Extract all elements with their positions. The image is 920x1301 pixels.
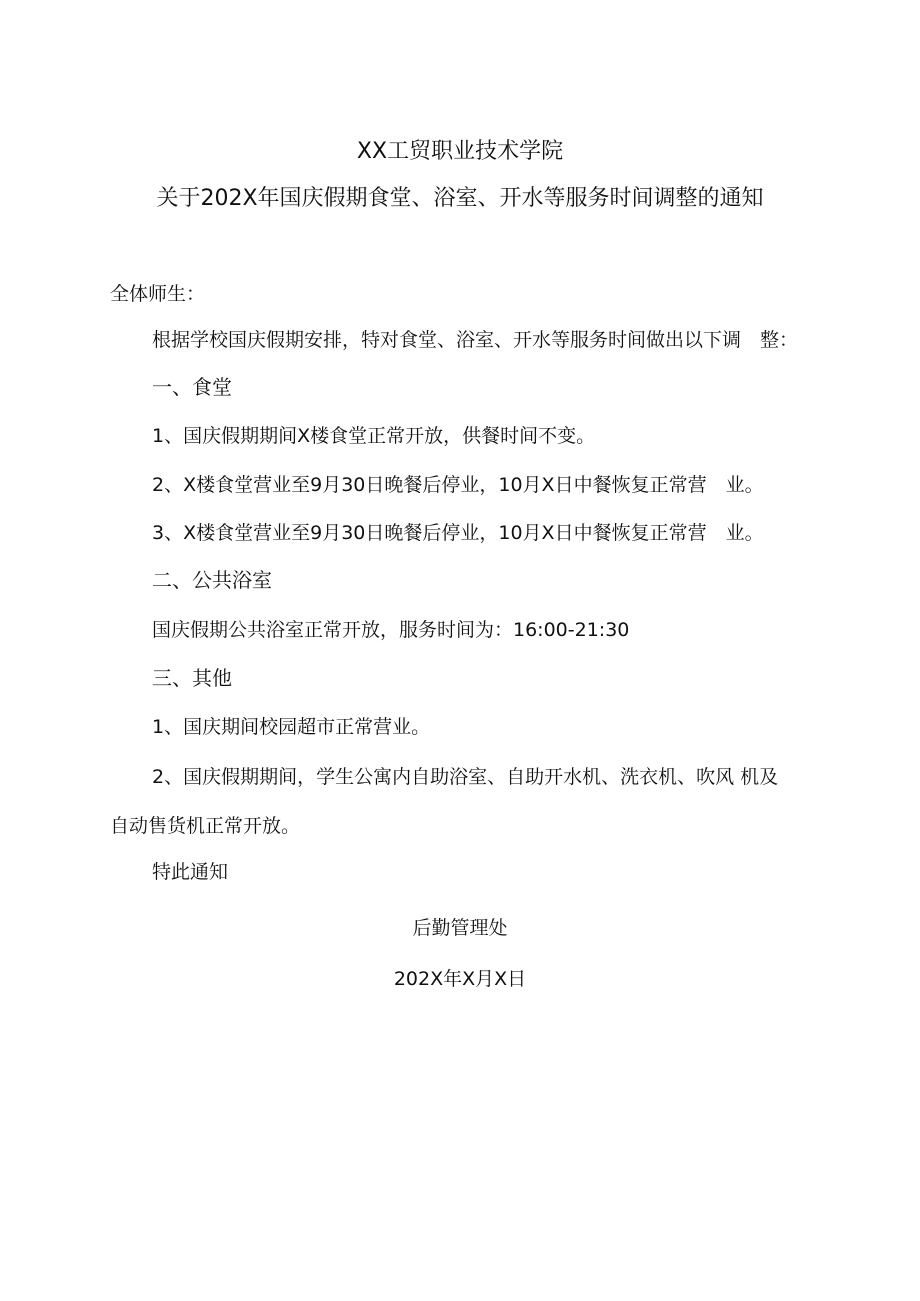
issuing-department: 后勤管理处 [412,917,508,939]
closing-text: 特此通知 [152,861,229,883]
issue-date: 202X年X月X日 [393,968,527,990]
section-heading-bathhouse: 二、公共浴室 [152,568,272,592]
school-name: XX工贸职业技术学院 [356,139,564,164]
other-item-1: 1、国庆期间校园超市正常营业。 [152,716,431,738]
notice-title: 关于202X年国庆假期食堂、浴室、开水等服务时间调整的通知 [156,186,764,211]
canteen-item-1: 1、国庆假期期间X楼食堂正常开放，供餐时间不变。 [152,425,596,447]
section-heading-canteen: 一、食堂 [152,375,232,399]
other-item-2: 2、国庆假期期间，学生公寓内自助浴室、自助开水机、洗衣机、吹风 机及 [152,766,779,788]
canteen-item-2: 2、X楼食堂营业至9月30日晚餐后停业，10月X日中餐恢复正常营 业。 [152,474,764,496]
intro-paragraph: 根据学校国庆假期安排，特对食堂、浴室、开水等服务时间做出以下调 整： [152,329,799,351]
bathhouse-item-1: 国庆假期公共浴室正常开放，服务时间为：16:00-21:30 [152,619,630,641]
section-heading-other: 三、其他 [152,666,232,690]
salutation: 全体师生： [110,283,206,305]
canteen-item-3: 3、X楼食堂营业至9月30日晚餐后停业，10月X日中餐恢复正常营 业。 [152,522,764,544]
other-item-2-continued: 自动售货机正常开放。 [110,815,301,837]
